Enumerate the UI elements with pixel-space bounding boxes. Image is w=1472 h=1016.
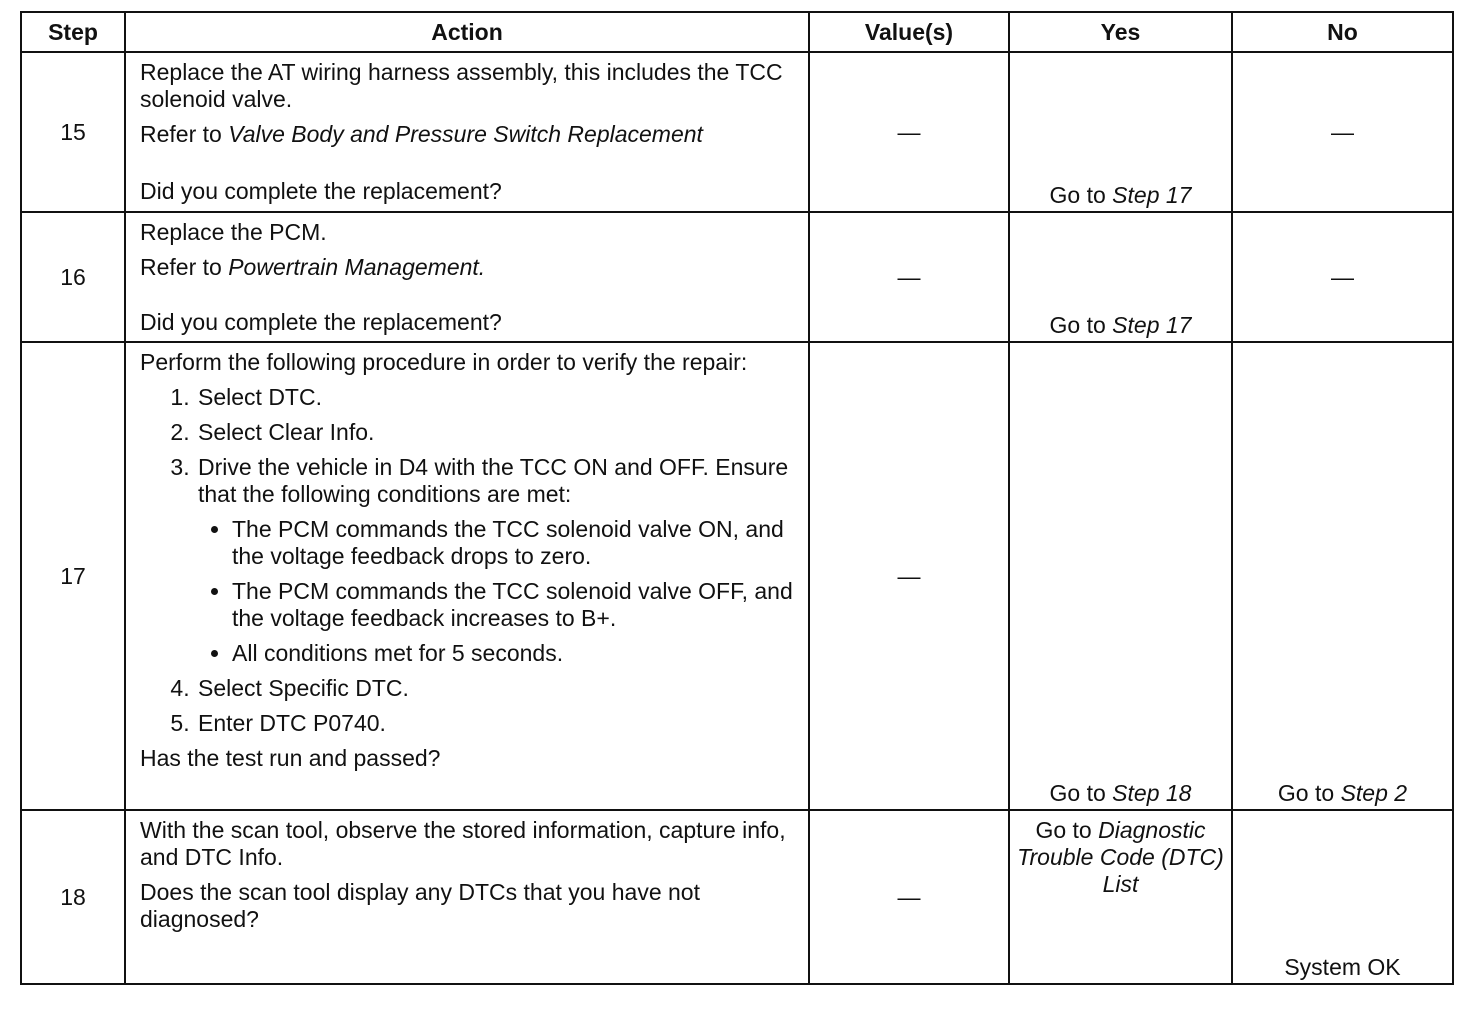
header-step: Step [21,12,125,52]
action-text: With the scan tool, observe the stored information, capture info, and DTC Info. [140,817,786,870]
action-text: Replace the AT wiring harness assembly, this includes the TCC solenoid valve. [140,59,783,112]
list-item: 2. Select Clear Info. [196,419,798,446]
header-row [21,12,1453,52]
action-question: Did you complete the replacement? [140,178,502,204]
list-item: 1. Select DTC. [196,384,798,411]
no-cell [1232,342,1453,810]
list-item [196,454,798,667]
header-action: Action [125,12,809,52]
action-cell [125,342,809,810]
table-row [21,342,1453,810]
step-number: 18 [21,810,125,984]
action-question: Does the scan tool display any DTCs that you have not diagnosed? [140,879,700,932]
diagnostic-table [20,11,1454,985]
action-intro: Perform the following procedure in order to verify the repair: [140,349,748,375]
step-link: Step 17 [1112,312,1192,338]
refer-prefix: Refer to [140,254,229,280]
action-cell [125,212,809,342]
yes-goto [1010,182,1231,209]
action-question: Did you complete the replacement? [140,309,502,335]
yes-cell [1009,212,1232,342]
yes-cell [1009,810,1232,984]
step-number: 15 [21,52,125,212]
value-cell: — [809,52,1009,212]
no-cell [1232,810,1453,984]
table-row [21,212,1453,342]
value-cell: — [809,810,1009,984]
list-item: 5. Enter DTC P0740. [196,710,798,737]
action-text: Replace the PCM. [140,219,327,245]
dtc-list-link: Diagnostic Trouble Code (DTC) List [1017,817,1224,897]
condition-item: • The PCM commands the TCC solenoid valve ON, and the voltage feedback drops to zero. [232,516,798,570]
no-cell: — [1232,212,1453,342]
yes-goto [1010,780,1231,807]
conditions-list [198,516,798,667]
yes-cell [1009,342,1232,810]
table-row [21,52,1453,212]
header-yes: Yes [1009,12,1232,52]
goto-prefix: Go to [1035,817,1099,843]
value-cell: — [809,342,1009,810]
step-link: Step 17 [1112,182,1192,208]
system-ok-text: System OK [1284,954,1401,980]
action-question: Has the test run and passed? [140,745,441,771]
value-cell: — [809,212,1009,342]
action-cell [125,52,809,212]
procedure-list [140,384,798,737]
refer-text [140,254,798,281]
no-cell: — [1232,52,1453,212]
header-values: Value(s) [809,12,1009,52]
yes-cell [1009,52,1232,212]
step-link: Step 18 [1112,780,1192,806]
goto-prefix: Go to [1049,312,1113,338]
refer-text [140,121,798,148]
step-number: 17 [21,342,125,810]
goto-prefix: Go to [1049,780,1113,806]
yes-goto [1010,312,1231,339]
header-no: No [1232,12,1453,52]
action-cell [125,810,809,984]
goto-prefix: Go to [1277,780,1341,806]
refer-link: Powertrain Management. [228,254,486,280]
yes-goto [1010,817,1231,898]
list-item-text: Drive the vehicle in D4 with the TCC ON and OFF. Ensure that the following conditions are met: [198,454,789,507]
table-row [21,810,1453,984]
refer-link: Valve Body and Pressure Switch Replacement [228,121,703,147]
goto-prefix: Go to [1049,182,1113,208]
condition-item: • The PCM commands the TCC solenoid valve OFF, and the voltage feedback increases to B+. [232,578,798,632]
condition-item: • All conditions met for 5 seconds. [232,640,798,667]
list-item: 4. Select Specific DTC. [196,675,798,702]
step-number: 16 [21,212,125,342]
no-goto [1233,780,1452,807]
step-link: Step 2 [1340,780,1408,806]
refer-prefix: Refer to [140,121,229,147]
